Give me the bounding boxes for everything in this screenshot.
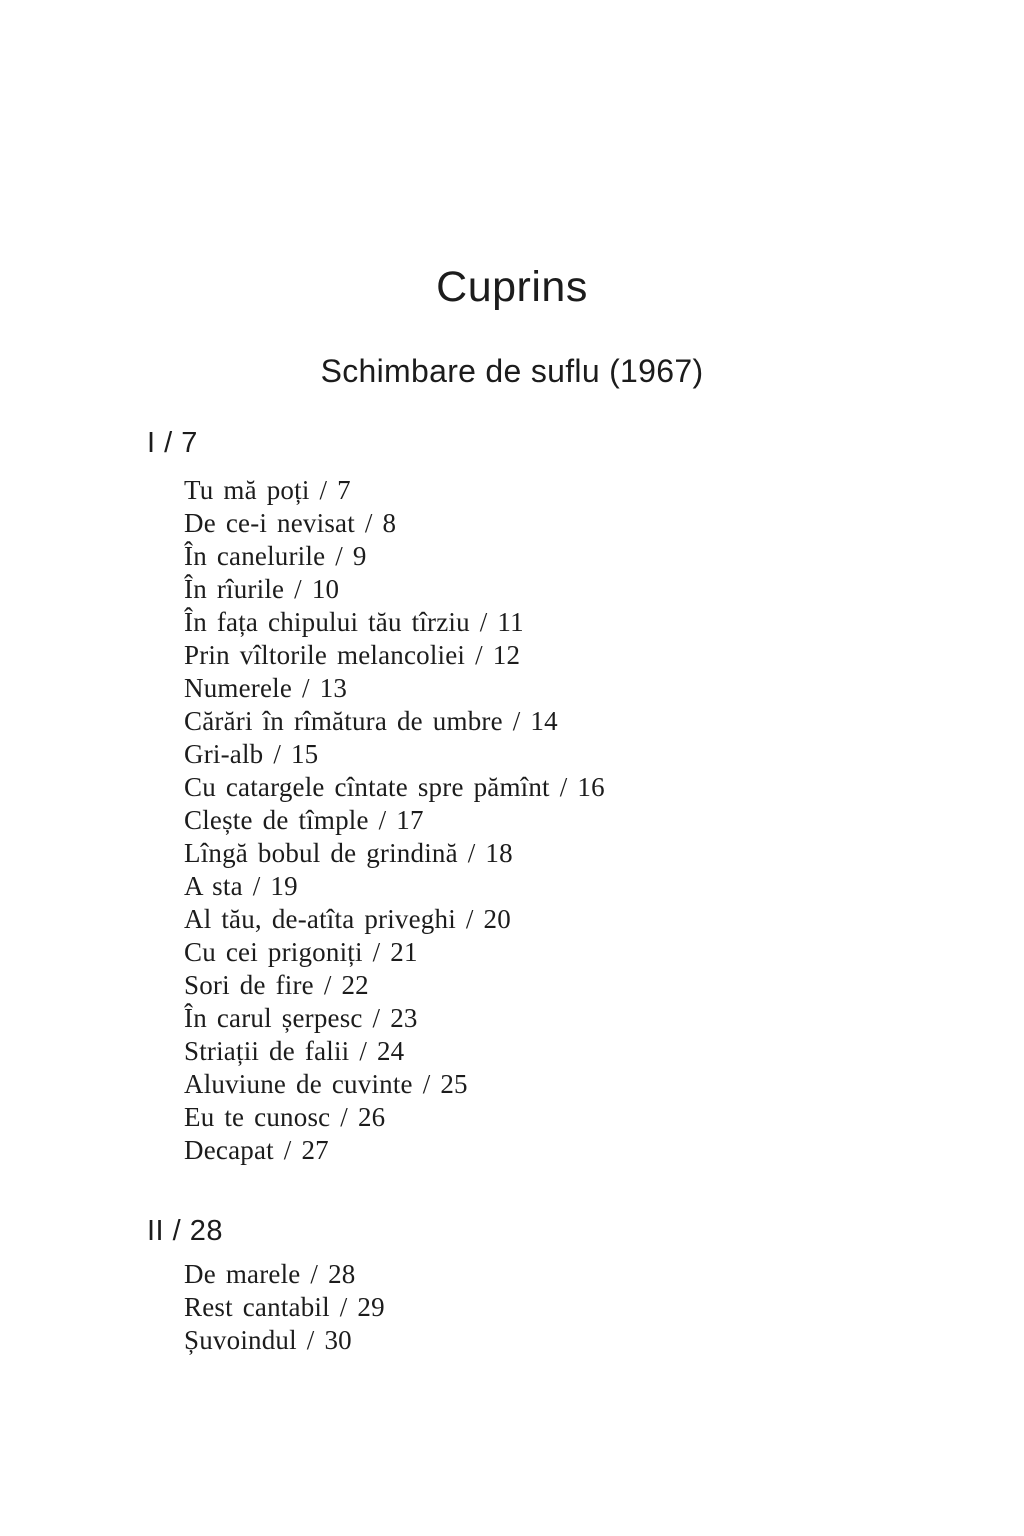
- entry-title: De marele: [184, 1259, 301, 1289]
- toc-entry: [184, 837, 1024, 870]
- toc-entry: [184, 672, 1024, 705]
- entry-title: Aluviune de cuvinte: [184, 1069, 413, 1099]
- entry-separator: /: [412, 1069, 441, 1099]
- entry-list: [184, 474, 1024, 1167]
- entry-separator: /: [273, 1135, 302, 1165]
- entry-page: 16: [577, 772, 605, 802]
- entry-separator: /: [457, 838, 486, 868]
- entry-page: 21: [390, 937, 418, 967]
- entry-title: În carul șerpesc: [184, 1003, 363, 1033]
- entry-page: 23: [390, 1003, 418, 1033]
- entry-page: 22: [341, 970, 369, 1000]
- toc-entry: [184, 1068, 1024, 1101]
- entry-title: Sori de fire: [184, 970, 314, 1000]
- entry-title: În canelurile: [184, 541, 326, 571]
- entry-list: [184, 1258, 1024, 1357]
- toc-entry: [184, 969, 1024, 1002]
- entry-separator: /: [313, 970, 342, 1000]
- section-heading: II / 28: [147, 1215, 224, 1247]
- toc-entry: [184, 606, 1024, 639]
- entry-page: 9: [352, 541, 367, 571]
- section-heading: I / 7: [147, 427, 198, 459]
- entry-page: 7: [337, 475, 351, 505]
- toc-entry: [184, 540, 1024, 573]
- entry-separator: /: [368, 805, 397, 835]
- entry-page: 10: [311, 574, 340, 604]
- entry-title: Rest cantabil: [184, 1292, 330, 1322]
- toc-entry: [184, 474, 1024, 507]
- collection-title: Schimbare de suflu (1967): [320, 353, 704, 389]
- toc-entry: [184, 804, 1024, 837]
- entry-title: Numerele: [184, 673, 293, 703]
- toc-entry: [184, 1324, 1024, 1357]
- entry-title: Tu mă poți: [184, 475, 310, 505]
- toc-sections: [0, 429, 1024, 1357]
- entry-separator: /: [329, 1292, 358, 1322]
- entry-title: Eu te cunosc: [184, 1102, 331, 1132]
- entry-page: 13: [319, 673, 348, 703]
- entry-title: În rîurile: [184, 574, 285, 604]
- entry-title: Lîngă bobul de grindină: [184, 838, 458, 868]
- entry-separator: /: [292, 673, 320, 703]
- entry-page: 14: [530, 706, 558, 736]
- toc-entry: [184, 903, 1024, 936]
- toc-entry: [184, 573, 1024, 606]
- toc-section: [0, 429, 1024, 1167]
- entry-page: 25: [440, 1069, 468, 1099]
- entry-page: 24: [376, 1036, 405, 1066]
- entry-title: De ce-i nevisat: [184, 508, 355, 538]
- entry-page: 18: [485, 838, 513, 868]
- toc-entry: [184, 1101, 1024, 1134]
- entry-separator: /: [300, 1259, 329, 1289]
- entry-separator: /: [469, 607, 498, 637]
- entry-title: Gri-alb: [184, 739, 264, 769]
- entry-title: În fața chipului tău tîrziu: [184, 607, 470, 637]
- entry-title: Striații de falii: [184, 1036, 350, 1066]
- entry-separator: /: [549, 772, 578, 802]
- entry-separator: /: [362, 937, 391, 967]
- entry-separator: /: [330, 1102, 358, 1132]
- entry-separator: /: [263, 739, 291, 769]
- toc-entry: [184, 936, 1024, 969]
- toc-entry: [184, 870, 1024, 903]
- entry-separator: /: [349, 1036, 377, 1066]
- entry-title: Prin vîltorile melancoliei: [184, 640, 466, 670]
- entry-title: Șuvoindul: [184, 1325, 297, 1355]
- entry-page: 11: [497, 607, 524, 637]
- entry-page: 26: [357, 1102, 386, 1132]
- entry-page: 12: [492, 640, 521, 670]
- page-title: Cuprins: [436, 263, 588, 311]
- entry-page: 17: [396, 805, 424, 835]
- entry-separator: /: [296, 1325, 325, 1355]
- entry-page: 15: [290, 739, 319, 769]
- toc-entry: [184, 1035, 1024, 1068]
- entry-separator: /: [309, 475, 338, 505]
- toc-entry: [184, 771, 1024, 804]
- toc-entry: [184, 1002, 1024, 1035]
- toc-entry: [184, 738, 1024, 771]
- entry-page: 20: [483, 904, 511, 934]
- entry-title: A sta: [184, 871, 243, 901]
- toc-entry: [184, 705, 1024, 738]
- entry-title: Cu catargele cîntate spre pămînt: [184, 772, 550, 802]
- toc-entry: [184, 507, 1024, 540]
- entry-page: 29: [357, 1292, 385, 1322]
- entry-separator: /: [362, 1003, 391, 1033]
- entry-page: 19: [270, 871, 298, 901]
- entry-page: 8: [382, 508, 397, 538]
- toc-entry: [184, 1258, 1024, 1291]
- entry-title: Cu cei prigoniți: [184, 937, 363, 967]
- entry-separator: /: [502, 706, 531, 736]
- toc-section: [0, 1217, 1024, 1357]
- entry-separator: /: [354, 508, 383, 538]
- entry-title: Al tău, de-atîta priveghi: [184, 904, 456, 934]
- toc-entry: [184, 1134, 1024, 1167]
- entry-title: Cărări în rîmătura de umbre: [184, 706, 503, 736]
- entry-separator: /: [284, 574, 312, 604]
- entry-page: 30: [324, 1325, 352, 1355]
- entry-page: 27: [301, 1135, 329, 1165]
- toc-entry: [184, 1291, 1024, 1324]
- entry-page: 28: [328, 1259, 356, 1289]
- toc-entry: [184, 639, 1024, 672]
- entry-title: Clește de tîmple: [184, 805, 369, 835]
- entry-title: Decapat: [184, 1135, 274, 1165]
- entry-separator: /: [465, 640, 493, 670]
- entry-separator: /: [455, 904, 484, 934]
- entry-separator: /: [242, 871, 271, 901]
- entry-separator: /: [325, 541, 353, 571]
